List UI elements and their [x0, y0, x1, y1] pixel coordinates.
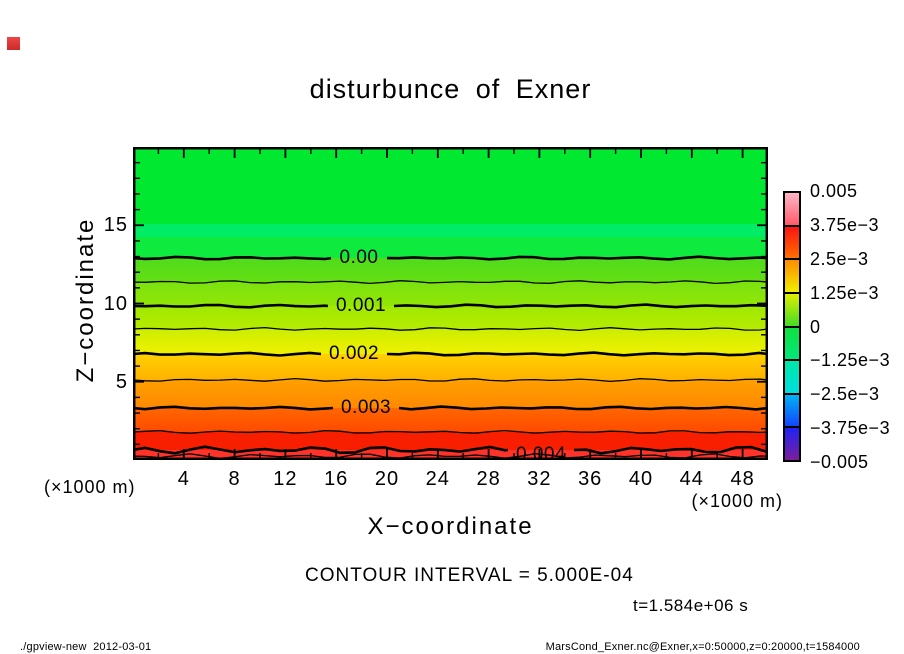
contour-line: [133, 257, 331, 259]
footer-command-stamp: ./gpview-new 2012-03-01: [20, 641, 152, 653]
contour-line: [133, 431, 768, 434]
contour-line: [133, 447, 508, 454]
x-tick-label: 20: [374, 468, 400, 490]
x-tick-label: 48: [730, 468, 755, 490]
colorbar-segment: [785, 193, 799, 227]
colorbar-tick-label: −2.5e−3: [810, 384, 880, 405]
colorbar-tick-label: −1.25e−3: [810, 350, 891, 371]
colorbar-segment: [785, 328, 799, 362]
time-note: t=1.584e+06 s: [633, 596, 749, 615]
z-tick-label: 15: [103, 214, 128, 237]
colorbar-tick-label: 2.5e−3: [810, 248, 869, 269]
contour-lines-and-ticks: [133, 147, 768, 460]
x-tick-label: 24: [425, 468, 450, 490]
x-tick-label: 32: [527, 468, 552, 490]
colorbar-tick-label: 1.25e−3: [810, 282, 880, 303]
colorbar-segment: [785, 428, 799, 460]
contour-line: [133, 379, 768, 382]
x-tick-label: 16: [324, 468, 349, 490]
colorbar-tick-label: 0.005: [810, 181, 858, 201]
z-tick-label: 5: [115, 370, 128, 393]
chart-title: disturbunce of Exner: [309, 74, 592, 104]
x-tick-label: 36: [578, 468, 603, 490]
z-tick-label: 10: [103, 292, 128, 315]
colorbar-segment: [785, 395, 799, 429]
contour-label: 0.002: [328, 343, 380, 365]
contour-line: [133, 353, 321, 356]
x-axis-title: X−coordinate: [367, 513, 534, 540]
x-tick-label: 4: [177, 468, 190, 490]
footer-datasource-stamp: MarsCond_Exner.nc@Exner,x=0:50000,z=0:20000,t=1584000: [545, 641, 860, 653]
contour-line: [387, 257, 768, 260]
x-unit-label-right: (×1000 m): [691, 491, 783, 511]
colorbar: [783, 191, 801, 462]
colorbar-segment: [785, 227, 799, 261]
colorbar-segment: [785, 260, 799, 294]
z-axis-title: Z−coordinate: [72, 217, 99, 383]
x-tick-label: 8: [228, 468, 241, 490]
contour-line: [133, 407, 333, 410]
x-tick-label: 44: [679, 468, 704, 490]
red-square-marker: [7, 37, 20, 50]
contour-line: [133, 328, 768, 331]
x-tick-label: 12: [273, 468, 298, 490]
x-tick-label: 40: [628, 468, 654, 490]
contour-label: 0.003: [340, 397, 392, 419]
colorbar-segment: [785, 361, 799, 395]
contour-line: [394, 305, 768, 308]
colorbar-tick-label: 0: [810, 316, 821, 337]
colorbar-tick-label: 3.75e−3: [810, 214, 880, 235]
colorbar-tick-label: −3.75e−3: [810, 418, 891, 439]
contour-line: [387, 353, 768, 356]
x-tick-label: 28: [476, 468, 501, 490]
plot-border: [134, 148, 767, 459]
contour-plot-area: [133, 147, 768, 465]
x-unit-label-left: (×1000 m): [44, 477, 136, 497]
contour-label: 0.004: [515, 443, 567, 465]
contour-line: [133, 281, 768, 284]
contour-interval-note: CONTOUR INTERVAL = 5.000E-04: [305, 565, 634, 586]
contour-label: 0.00: [339, 247, 379, 269]
contour-label: 0.001: [335, 295, 387, 316]
colorbar-segment: [785, 294, 799, 328]
colorbar-tick-label: −0.005: [810, 452, 869, 472]
contour-line: [399, 407, 768, 410]
contour-line: [133, 305, 328, 307]
contour-line: [574, 447, 768, 453]
